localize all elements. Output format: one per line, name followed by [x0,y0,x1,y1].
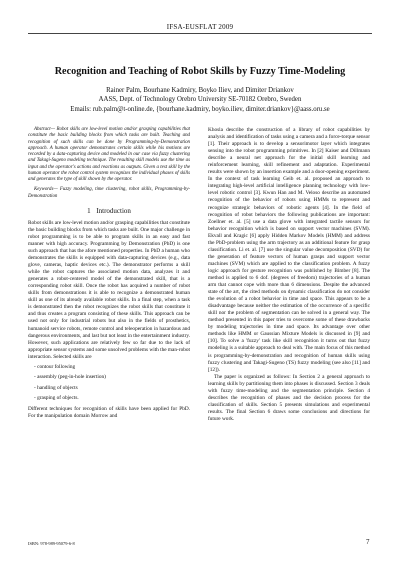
running-head: IFSA-EUSFLAT 2009 [166,23,234,31]
header-rule [28,33,372,34]
page-number: 7 [366,538,370,546]
paper-title: Recognition and Teaching of Robot Skills by Fuzzy Time-Modeling [54,66,346,77]
author-emails: Emails: rub.palm@t-online.de, {bourhane.kadmiry, boyko.iliev, dimiter.driankov}@aass.oru.se [70,105,330,113]
section-number: 1 [87,206,91,215]
right-column [208,127,370,423]
section-title: Introduction [96,206,131,215]
author-block [0,86,400,114]
left-column [28,127,190,421]
section-heading-introduction [28,208,190,215]
isbn: ISBN: 978-989-95079-6-8 [28,541,75,546]
related-work-paragraph: Khosla describe the construction of a library of robot capabilities by analysis and identification of tasks using a camera and a force-torque sensor [1]. Their approach is to develop a sensorimotor layer which integrates sensing into the robot programming primitives. In [2] Kaiser and Dillmann describe a neural net approach for the initial skill learning and reinforcement learning, skill refinement and adaptation. Experimental results were shown by an insertion example and a door-opening experiment. In the context of task learning Geib et. al. proposed an approach to integrating high-level artificial intelligence planning technology with low-level robotic control [3]. Kwun Han and M. Veloso describe an automated recognition of the behavior of robots using HMMs to represent and recognize strategic behaviors of robotic agents [4]. In the field of recognition of robot behaviors the following publications are important: Zoellner et. al. [5] use a data glove with integrated tactile sensors for behavior recognition which is based on support vector machines (SVM). Ekvall and Kragic [6] apply Hidden Markov Models (HMM) and address the PbD-problem using the arm trajectory as an additional feature for grasp classification. Li et. al. [7] use the singular value decomposition (SVD) for the generation of feature vectors of human grasps and support vector machines (SVM) which are applied to the classification problem. A fuzzy logic approach for gesture recognition was published by Bimber [8]. The method is applied to 6 dof. (degrees of freedom) trajectories of a human arm that cannot cope with more than 6 dimensions. Despite the advanced state of the art, the cited methods on dynamic classification do not consider the evolution of a robot behavior in time and space. This appears to be a disadvantage because neither the estimation of the occurrence of a specific skill nor the problem of segmentation can be solved in a general way. The method presented in this paper tries to overcome some of these drawbacks by modeling trajectories in time and space. Its advantage over other methods like HMM or Gaussian Mixture Models is discussed in [9] and [10]. To solve a 'fuzzy' task like skill recognition it turns out that fuzzy modeling is a suitable approach to deal with. The main focus of this method is programming-by-demonstration and recognition of human skills using fuzzy clustering and Takagi-Sugeno (TS) fuzzy modeling (see also [11] and [12]). [208,127,370,373]
keywords: Keywords— Fuzzy modeling, time clustering, robot skills, Programming-by-Demonstration [28,187,190,199]
organization-paragraph: The paper is organized as follows: In Section 2 a general approach to learning skills by partitioning them into phases is discussed. Section 3 deals with fuzzy time-modeling and the segmentation principle. Section 4 describes the recognition of phases and the decision process for the classification of skills. Section 5 presents simulations and experimental results. The final Section 6 draws some conclusions and directions for future work. [208,373,370,422]
skills-list-item: - grasping of objects. [34,395,79,402]
intro-paragraph: Robot skills are low-level motion and/or grasping capabilities that constitute the basic building blocks from which tasks are built. One major challenge in robot programming is to be able to program skills in an easy and fast manner with high accuracy. Programming by Demonstration (PbD) is one such approach that has the afore mentioned properties. In PbD a human who demonstrates the skills is equipped with data-capturing devices (e.g., data glove, cameras, haptic devices etc.). The demonstrator performs a skill while the robot captures the associated motion data, analyzes it and generates a robot-centered model of the demonstrated skill, that is a corresponding robot skill. Once the robot has acquired a number of robot skills from demonstrations it is able to recognize a demonstrated human skill as one of its already available robot skills. In a final step, when a task is demonstrated then the robot recognizes the robot skills that constitute it and thus creates a program consisting of these skills. This approach can be used not only for industrial robots but also in the fields of prosthetics, humanoid service robots, remote control and teleoperation in hazardous and dangerous environments, and last but not least in the entertainment industry. However, such applications are relatively few so far due to the lack of appropriate sensor systems and some unsolved problems with the man-robot interaction. Selected skills are [28,219,190,360]
skills-list-item: - handling of objects [34,384,78,391]
author-names: Rainer Palm, Bourhane Kadmiry, Boyko Iliev, and Dimiter Driankov [106,87,294,94]
author-affiliation: AASS, Dept. of Technology Orebro University SE-70182 Orebro, Sweden [98,96,302,104]
abstract: Abstract— Robot skills are low-level motion and/or grasping capabilities that constitute the basic building blocks from which tasks are built. Teaching and recognition of such skills can be done by Programming-by-Demonstration approach. A human operator demonstrates certain skills while his motions are recorded by a data-capturing device and modeled in our case via fuzzy clustering and Takagi-Sugeno modeling technique. The resulting skill models use the time as input and the operator's actions and reactions as outputs. Given a test skill by the human operator the robot control system recognizes the individual phases of skills and generates the type of skill shown by the operator. [28,127,190,182]
skills-list-item: - assembly (peg-in-hole insertion) [34,374,106,381]
closing-paragraph: Different techniques for recognition of skills have been applied for PbD. For the manipulation domain Morrow and [28,406,190,420]
skills-list-item: - contour following [34,363,76,370]
skills-list [28,364,190,403]
